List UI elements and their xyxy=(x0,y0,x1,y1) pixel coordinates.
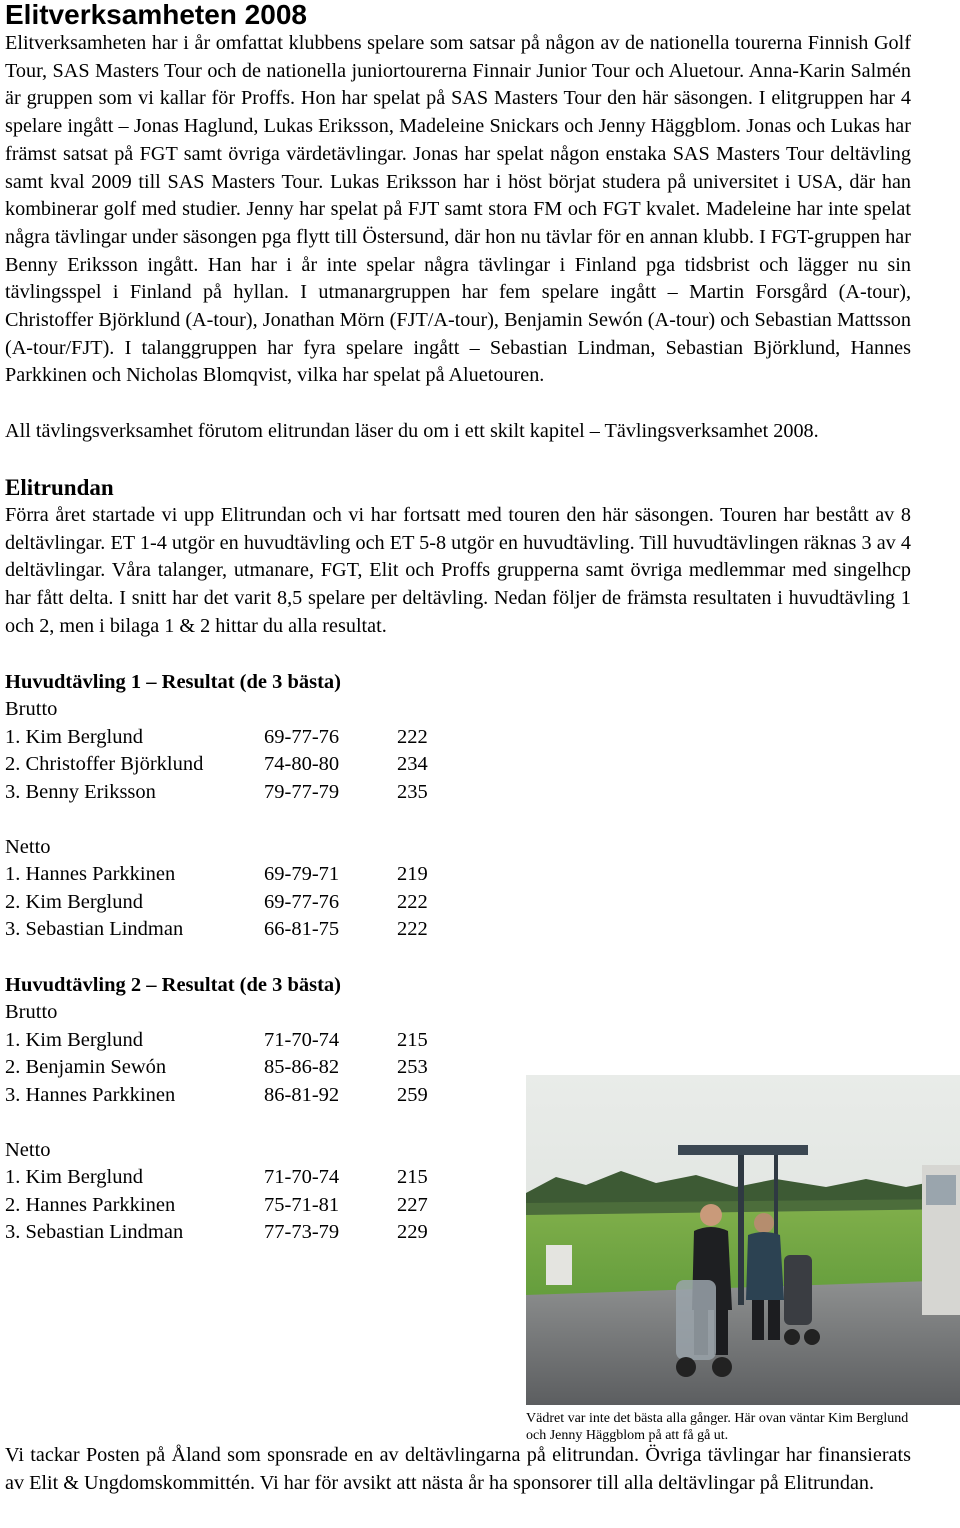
results-heading-1: Huvudtävling 1 – Resultat (de 3 bästa) xyxy=(5,671,342,694)
result-row xyxy=(5,861,911,889)
player-name: 3. Sebastian Lindman xyxy=(5,918,184,941)
result-row xyxy=(5,1027,911,1055)
round-scores: 71-70-74 xyxy=(264,1166,340,1189)
total-score: 229 xyxy=(397,1221,428,1244)
round-scores: 69-77-76 xyxy=(264,725,340,748)
photo-caption: Vädret var inte det bästa alla gånger. Här ovan väntar Kim Berglund och Jenny Häggblom på att få gå ut. xyxy=(526,1411,909,1443)
result-row xyxy=(5,916,911,944)
round-scores: 69-79-71 xyxy=(264,863,340,886)
elitrundan-paragraph: Förra året startade vi upp Elitrundan och vi har fortsatt med touren den här säsongen. Touren har bestått av 8 deltävlingar. ET 1-4 utgör en huvudtävling och ET 5-8 utgör en huvudtävling. Till huvudtävlingen räknas 3 av 4 deltävlingar. Våra talanger, utmanare, FGT, Elit och Proffs grupperna samt övriga medlemmar med singelhcp har fått delta. I snitt har det varit 8,5 spelare per deltävling. Nedan följer de främsta resultaten i huvudtävling 1 och 2, men i bilaga 1 & 2 hittar du alla resultat. xyxy=(5,503,911,637)
total-score: 259 xyxy=(397,1083,428,1106)
player-name: 3. Hannes Parkkinen xyxy=(5,1083,176,1106)
total-score: 215 xyxy=(397,1166,428,1189)
player-name: 3. Benny Eriksson xyxy=(5,780,156,803)
round-scores: 75-71-81 xyxy=(264,1193,340,1216)
player-name: 1. Kim Berglund xyxy=(5,1166,143,1189)
player-name: 1. Kim Berglund xyxy=(5,725,143,748)
golf-photo xyxy=(526,1075,960,1405)
player-name: 1. Hannes Parkkinen xyxy=(5,863,176,886)
total-score: 235 xyxy=(397,780,428,803)
result-row xyxy=(5,751,911,779)
player-name: 3. Sebastian Lindman xyxy=(5,1221,184,1244)
netto-label-2: Netto xyxy=(5,1138,51,1161)
player-name: 1. Kim Berglund xyxy=(5,1028,143,1051)
total-score: 234 xyxy=(397,753,428,776)
closing-paragraph: Vi tackar Posten på Åland som sponsrade en av deltävlingarna på elitrundan. Övriga tävlingar har finansierats av Elit & Ungdomskommittén. Vi har för avsikt att nästa år ha sponsorer till alla deltävlingar på Elitrundan. xyxy=(5,1444,911,1494)
round-scores: 71-70-74 xyxy=(264,1028,340,1051)
player-name: 2. Hannes Parkkinen xyxy=(5,1193,176,1216)
photo-figure xyxy=(526,1075,960,1444)
total-score: 253 xyxy=(397,1056,428,1079)
brutto-label-1: Brutto xyxy=(5,698,58,721)
intro-paragraph: Elitverksamheten har i år omfattat klubbens spelare som satsar på någon av de nationella tourerna Finnish Golf Tour, SAS Masters Tour och de nationella juniortourerna Finnair Junior Tour och Aluetour. Anna-Karin Salmén är gruppen som vi kallar för Proffs. Hon har spelat på SAS Masters Tour den här säsongen. I elitgruppen har 4 spelare ingått – Jonas Haglund, Lukas Eriksson, Madeleine Snickars och Jenny Häggblom. Jonas och Lukas har främst satsat på FGT samt övriga värdetävlingar. Jonas har spelat någon enstaka SAS Masters Tour deltävling samt kval 2009 till SAS Masters Tour. Lukas Eriksson har i höst börjat studera på universitet i USA, där han kombinerar golf med studier. Jenny har spelat på FJT samt stora FM och FGT kvalet. Madeleine har inte spelat några tävlingar under säsongen pga flytt till Östersund, där hon nu tävlar för en annan klubb. I FGT-gruppen har Benny Eriksson ingått. Han har i år inte spelar några tävlingar i Finland pga tidsbrist och lägger nu sin tävlingsspel i Finland på hyllan. I utmanargruppen har fem spelare ingått – Martin Forsgård (A-tour), Christoffer Björklund (A-tour), Jonathan Mörn (FJT/A-tour), Benjamin Sewón (A-tour) och Sebastian Mattsson (A-tour/FJT). I talanggruppen har fyra spelare ingått – Sebastian Lindman, Sebastian Björklund, Hannes Parkkinen och Nicholas Blomqvist, vilka har spelat på Aluetouren. xyxy=(5,32,911,387)
round-scores: 85-86-82 xyxy=(264,1056,340,1079)
player-name: 2. Kim Berglund xyxy=(5,890,143,913)
result-row xyxy=(5,779,911,807)
result-row xyxy=(5,889,911,917)
brutto-label-2: Brutto xyxy=(5,1001,58,1024)
netto-label-1: Netto xyxy=(5,835,51,858)
total-score: 222 xyxy=(397,918,428,941)
elitrundan-heading: Elitrundan xyxy=(5,474,114,500)
player-name: 2. Christoffer Björklund xyxy=(5,753,204,776)
round-scores: 79-77-79 xyxy=(264,780,340,803)
total-score: 222 xyxy=(397,725,428,748)
total-score: 227 xyxy=(397,1193,428,1216)
competition-note-paragraph: All tävlingsverksamhet förutom elitrundan läser du om i ett skilt kapitel – Tävlingsverksamhet 2008. xyxy=(5,420,819,443)
player-name: 2. Benjamin Sewón xyxy=(5,1056,167,1079)
result-row xyxy=(5,724,911,752)
round-scores: 66-81-75 xyxy=(264,918,340,941)
round-scores: 77-73-79 xyxy=(264,1221,340,1244)
page-title: Elitverksamheten 2008 xyxy=(5,0,307,30)
round-scores: 69-77-76 xyxy=(264,890,340,913)
total-score: 215 xyxy=(397,1028,428,1051)
results-heading-2: Huvudtävling 2 – Resultat (de 3 bästa) xyxy=(5,974,342,997)
total-score: 222 xyxy=(397,890,428,913)
total-score: 219 xyxy=(397,863,428,886)
round-scores: 74-80-80 xyxy=(264,753,340,776)
document-page xyxy=(5,0,911,1247)
round-scores: 86-81-92 xyxy=(264,1083,340,1106)
